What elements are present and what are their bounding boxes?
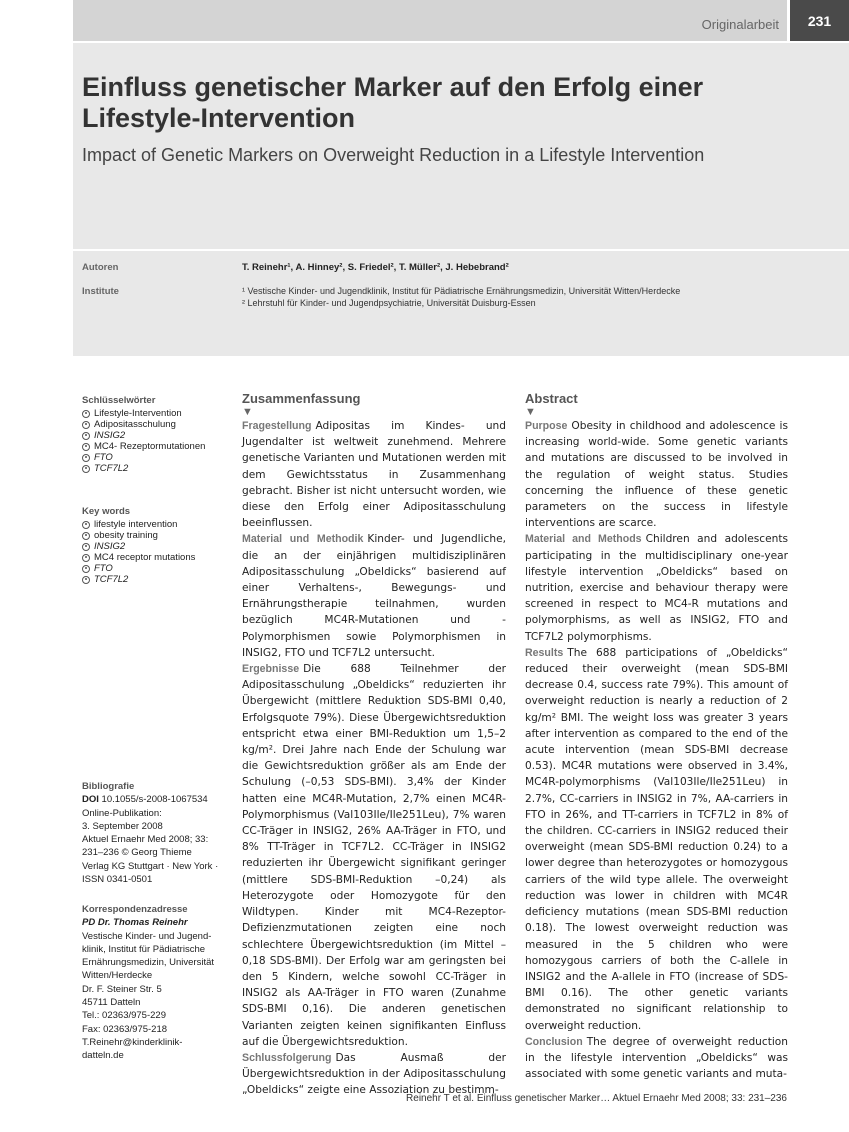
corr-line: Ernährungsmedizin, Universität xyxy=(82,957,215,969)
institute-1: ¹ Vestische Kinder- und Jugendklinik, Institut für Pädiatrische Ernährungsmedizin, Universität Witten/Herdecke xyxy=(242,286,681,296)
bullet-icon xyxy=(82,521,90,529)
keyword-item: INSIG2 xyxy=(82,541,232,552)
keywords-en xyxy=(82,506,232,585)
corr-line: Witten/Herdecke xyxy=(82,970,153,982)
correspondence-name: PD Dr. Thomas Reinehr xyxy=(82,917,188,929)
zusammenfassung-body xyxy=(242,418,506,1099)
bullet-icon xyxy=(82,543,90,551)
keyword-item: Lifestyle-Intervention xyxy=(82,408,232,419)
triangle-marker-icon: ▼ xyxy=(242,406,253,418)
keyword-item: MC4- Rezeptormutationen xyxy=(82,441,232,452)
keyword-item: TCF7L2 xyxy=(82,574,232,585)
triangle-marker-icon: ▼ xyxy=(525,406,536,418)
keyword-item: FTO xyxy=(82,563,232,574)
bullet-icon xyxy=(82,410,90,418)
correspondence-heading: Korrespondenzadresse xyxy=(82,904,188,915)
keyword-item: MC4 receptor mutations xyxy=(82,552,232,563)
bib-line: 3. September 2008 xyxy=(82,820,163,832)
page-number: 231 xyxy=(790,0,849,41)
abstract-paragraph: Material and Methods Children and adolescents participating in the multidisciplinary one-year lifestyle intervention „Obeldicks“ based on nutrition, exercise and behaviour therapy were screened in respect to MC4-R mutations and polymorphisms, as well as INSIG2, FTO and TCF7L2 polymorphisms. xyxy=(525,533,788,643)
abstract-paragraph: Purpose Obesity in childhood and adolescence is increasing world-wide. Some genetic variants and mutations are discussed to be involved in the regulation of weight status. Studies concerning the influence of these genetic parameters on the success in lifestyle interventions are scarce. xyxy=(525,420,788,530)
keyword-item: TCF7L2 xyxy=(82,463,232,474)
keyword-item: INSIG2 xyxy=(82,430,232,441)
corr-line: Tel.: 02363/975-229 xyxy=(82,1010,166,1022)
bibliography xyxy=(82,780,234,886)
bib-line: Online-Publikation: xyxy=(82,807,162,819)
bullet-icon xyxy=(82,532,90,540)
abstract-body xyxy=(525,418,788,1082)
abstract-heading: Abstract xyxy=(525,391,578,406)
keyword-item: obesity training xyxy=(82,530,232,541)
corr-email[interactable]: datteln.de xyxy=(82,1050,124,1062)
keywords-de-heading: Schlüsselwörter xyxy=(82,395,156,406)
bib-line: Verlag KG Stuttgart · New York · xyxy=(82,860,219,872)
abstract-paragraph: Conclusion The degree of overweight reduction in the lifestyle intervention „Obeldicks“ was associated with some genetic variants and muta- xyxy=(525,1035,788,1081)
keyword-item: lifestyle intervention xyxy=(82,519,232,530)
bullet-icon xyxy=(82,554,90,562)
corr-line: Vestische Kinder- und Jugend- xyxy=(82,930,212,942)
corr-line: 45711 Datteln xyxy=(82,997,141,1009)
corr-line: Fax: 02363/975-218 xyxy=(82,1023,168,1035)
keyword-item: FTO xyxy=(82,452,232,463)
bullet-icon xyxy=(82,432,90,440)
zusammenfassung-heading: Zusammenfassung xyxy=(242,391,361,406)
header-bar xyxy=(73,0,787,41)
abstract-paragraph: Fragestellung Adipositas im Kindes- und Jugendalter ist weltweit zunehmend. Mehrere genetische Varianten und Mutationen werden mit dem Gewichtsstatus in Zusammenhang gebracht. Bisher ist nicht untersucht worden, wie diese den Erfolg einer Adipositasschulung beeinflussen. xyxy=(242,420,506,530)
corr-line: Dr. F. Steiner Str. 5 xyxy=(82,983,162,995)
institutes-label: Institute xyxy=(82,286,119,297)
bullet-icon xyxy=(82,454,90,462)
keyword-item: Adipositasschulung xyxy=(82,419,232,430)
doi-value: 10.1055/s-2008-1067534 xyxy=(101,794,208,806)
institute-2: ² Lehrstuhl für Kinder- und Jugendpsychiatrie, Universität Duisburg-Essen xyxy=(242,298,536,308)
section-label: Originalarbeit xyxy=(701,17,779,32)
title-english: Impact of Genetic Markers on Overweight Reduction in a Lifestyle Intervention xyxy=(82,145,705,165)
bullet-icon xyxy=(82,576,90,584)
bib-line: 231–236 © Georg Thieme xyxy=(82,847,192,859)
bullet-icon xyxy=(82,421,90,429)
corr-email[interactable]: T.Reinehr@kinderklinik- xyxy=(82,1036,183,1048)
doi-label: DOI xyxy=(82,794,99,806)
bullet-icon xyxy=(82,465,90,473)
bullet-icon xyxy=(82,565,90,573)
abstract-column xyxy=(525,391,788,1082)
abstract-paragraph: Results The 688 participations of „Obeldicks“ reduced their overweight (mean SDS-BMI decrease 0.4, success rate 79%). This amount of overweight reduction is nearly a reduction of 2 kg/m² BMI. The weight loss was greater 3 years after intervention as compared to the end of the acute intervention (mean SDS-BMI decrease 0.53). MC4R mutations were observed in 3.4%, MC4R-polymorphisms (Val103Ile/Ile251Leu) in 2.7%, CC-carriers in INSIG2 in 7%, AA-carriers in FTO in 26%, and TT-carriers in TCF7L2 in 8% of the children. CC-carriers in INSIG2 reduced their overweight (mean SDS-BMI reduction 0.24) to a lower degree than heterozygotes or homozygous carriers of the wild type allele. The overweight reduction was lower in children with MC4R deficiency mutations (mean SDS-BMI reduction 0.18). The lowest overweight reduction was measured in the 5 children who were homozygous carriers of both the C-allele in INSIG2 and the A-allele in FTO (increase of SDS-BMI 0.16). The other genetic variants demonstrated no significant relationship to overweight reduction. xyxy=(525,646,788,1032)
keywords-en-heading: Key words xyxy=(82,506,131,517)
title-german: Einfluss genetischer Marker auf den Erfolg einer Lifestyle-Intervention xyxy=(82,72,704,133)
corr-line: klinik, Institut für Pädiatrische xyxy=(82,943,206,955)
authors-label: Autoren xyxy=(82,262,119,273)
abstract-paragraph: Material und Methodik Kinder- und Jugendliche, die an der einjährigen multidisziplinären Adipositasschulung „Obeldicks“ basierend auf einer Verhaltens-, Bewegungs- und Ernährungstherapie teilnahmen, wurden bezüglich MC4R-Mutationen und -Polymorphismen sowie Polymorphismen in INSIG2, FTO und TCF7L2 untersucht. xyxy=(242,533,506,659)
abstract-paragraph: Ergebnisse Die 688 Teilnehmer der Adipositasschulung „Obeldicks“ reduzierten ihr Übergewicht (mittlere Reduktion SDS-BMI 0,40, Erfolgsquote 79%). Diese Übergewichtsreduktion entspricht etwa einer BMI-Reduktion um 1,5–2 kg/m². Drei Jahre nach Ende der Schulung war die Gewichtsreduktion größer als am Ende der Schulung (–0,53 SDS-BMI). 3,4% der Kinder hatten eine MC4R-Mutation, 2,7% einen MC4R-Polymorphismus (Val103Ile/Ile251Leu), 7% waren CC-Träger in INSIG2, 26% AA-Träger in FTO, und 8% TT-Träger in TCF7L2. CC-Träger in INSIG2 reduzierten ihr Übergewicht signifikant geringer (mittlere SDS-BMI-Reduktion –0,24) als Heterozygote oder Homozygote für den Wildtypen. Kinder mit MC4-Rezeptor-Defizienzmutationen zeigten eine noch schlechtere Übergewichtsreduktion (im Mittel –0,18 SDS-BMI). Der Erfolg war am geringsten bei den 5 Kindern, welche sowohl CC-Träger in INSIG2 als AA-Träger in FTO waren (Zunahme SDS-BMI 0,16). Die anderen genetischen Varianten zeigten keinen signifikanten Einfluss auf die Übergewichtsreduktion. xyxy=(242,663,506,1048)
keywords-de xyxy=(82,395,232,474)
bibliography-heading: Bibliografie xyxy=(82,781,135,792)
correspondence xyxy=(82,903,234,1063)
abstract-paragraph: Schlussfolgerung Das Ausmaß der Übergewichtsreduktion in der Adipositasschulung „Obeldicks“ zeigte eine Assoziation zu bestimm- xyxy=(242,1051,506,1097)
zusammenfassung-column xyxy=(242,391,506,1099)
bib-line: Aktuel Ernaehr Med 2008; 33: xyxy=(82,834,209,846)
authors: T. Reinehr¹, A. Hinney², S. Friedel², T. Müller², J. Hebebrand² xyxy=(242,262,509,273)
bullet-icon xyxy=(82,443,90,451)
bib-line: ISSN 0341-0501 xyxy=(82,874,153,886)
footer-citation: Reinehr T et al. Einfluss genetischer Marker… Aktuel Ernaehr Med 2008; 33: 231–236 xyxy=(406,1093,787,1104)
